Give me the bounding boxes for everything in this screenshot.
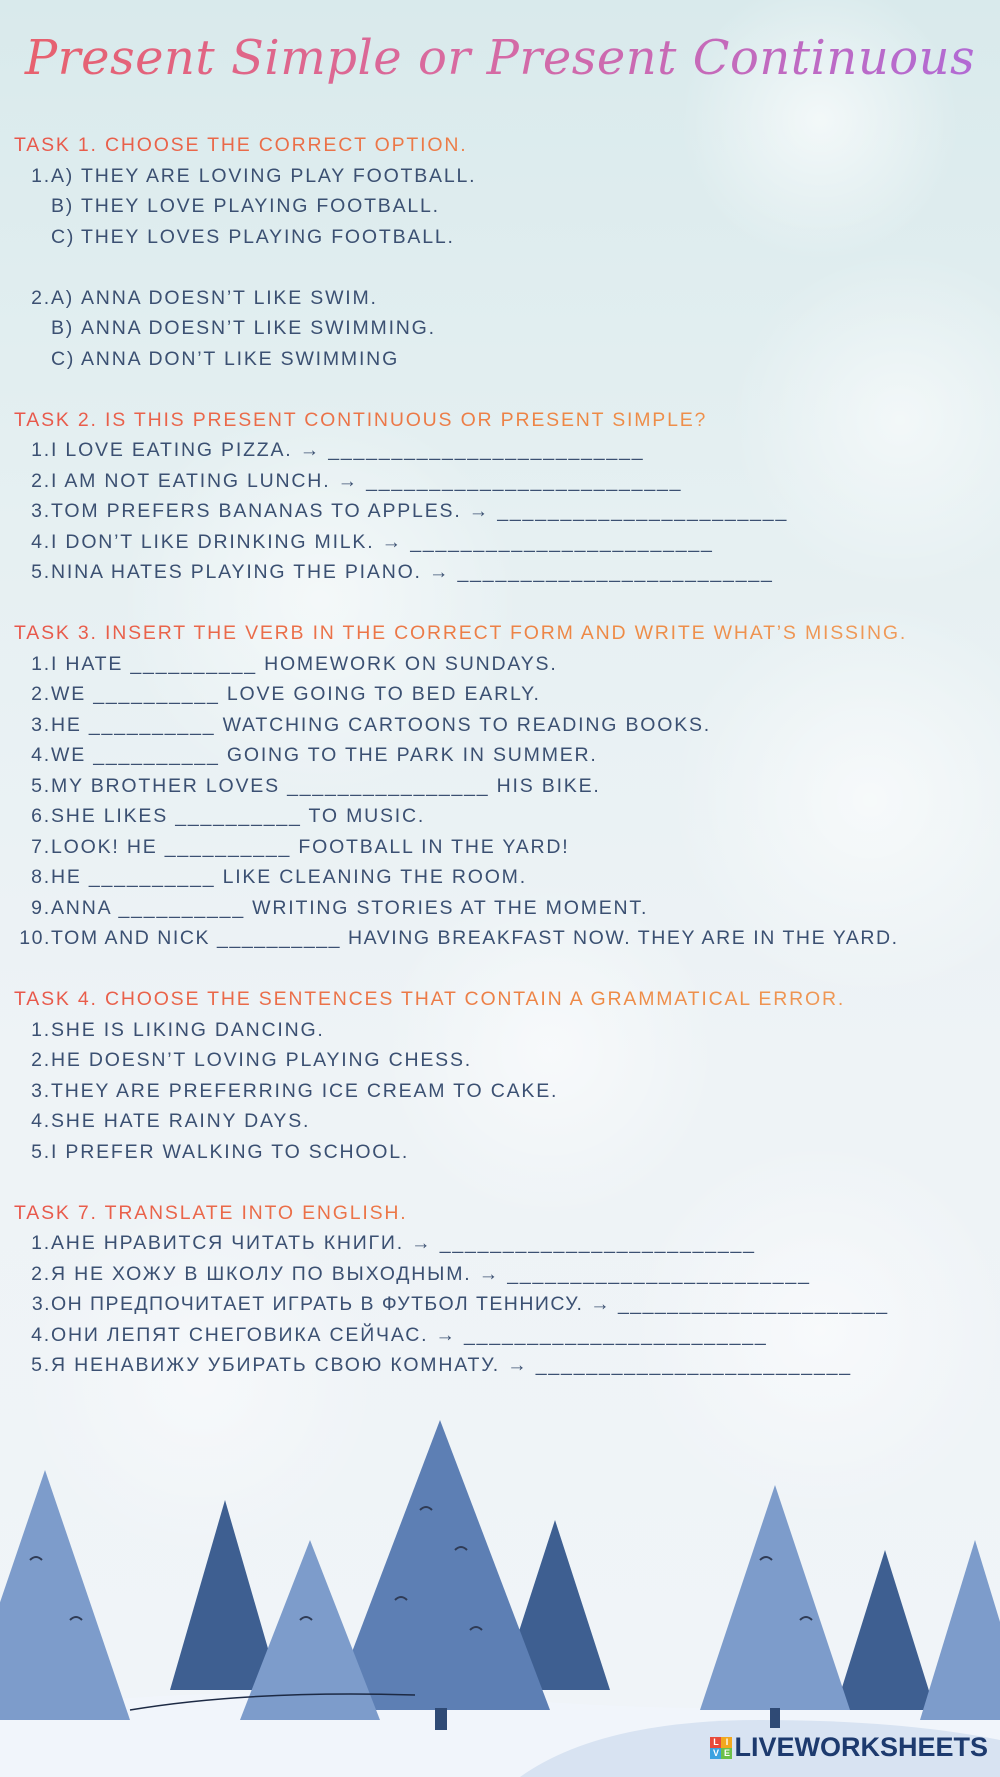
logo-icon: L I V E [710,1737,732,1759]
task2-item[interactable] [14,496,994,527]
tree [330,1420,550,1710]
item-text: NINA HATES PLAYING THE PIANO. → _________________________ [51,561,774,583]
option-text: ANNA DOESN’T LIKE SWIM. [81,286,378,309]
option-letter: B) [51,195,75,217]
worksheet-title: Present Simple or Present Continuous [0,30,1000,86]
item-text: I PREFER WALKING TO SCHOOL. [51,1140,410,1163]
item-number: 1. [31,1232,51,1254]
item-text: ОНИ ЛЕПЯТ СНЕГОВИКА СЕЙЧАС. → ________________________ [51,1323,768,1346]
item-number: 2. [31,469,51,492]
item-text: SHE LIKES __________ TO MUSIC. [51,805,426,827]
tree-trunk [770,1708,780,1728]
task7-item[interactable] [14,1320,994,1351]
item-text: I HATE __________ HOMEWORK ON SUNDAYS. [51,652,558,675]
item-number: 1. [31,1018,51,1041]
task1-q2-option-b[interactable] [14,313,994,344]
tree [835,1550,935,1710]
item-text: WE __________ GOING TO THE PARK IN SUMMER. [51,744,598,766]
worksheet-content [14,130,994,1381]
option-text: THEY LOVES PLAYING FOOTBALL. [81,225,455,248]
item-text: MY BROTHER LOVES ________________ HIS BIKE. [51,774,601,797]
item-text: ОН ПРЕДПОЧИТАЕТ ИГРАТЬ В ФУТБОЛ ТЕННИСУ. → ______________________ [51,1293,889,1315]
item-text: TOM AND NICK __________ HAVING BREAKFAST NOW. THEY ARE IN THE YARD. [51,927,899,949]
item-text: THEY ARE PREFERRING ICE CREAM TO CAKE. [51,1079,559,1102]
item-number: 3. [31,500,51,522]
item-number: 4. [31,1323,51,1346]
task1-heading: TASK 1. CHOOSE THE CORRECT OPTION. [14,130,994,161]
item-number: 5. [31,774,51,797]
task3-item[interactable] [14,801,994,832]
item-number: 1. [31,652,51,675]
tree-trunk [435,1708,447,1730]
winter-forest-illustration [0,1390,1000,1777]
item-text: WE __________ LOVE GOING TO BED EARLY. [51,683,541,705]
task4-item[interactable] [14,1137,994,1168]
task7-item[interactable] [14,1259,994,1290]
item-number: 7. [31,835,51,858]
task1-q1-option-b[interactable] [14,191,994,222]
item-text: Я НЕНАВИЖУ УБИРАТЬ СВОЮ КОМНАТУ. → _________________________ [51,1354,852,1376]
option-text: THEY ARE LOVING PLAY FOOTBALL. [81,164,477,187]
item-number: 4. [31,744,51,766]
item-text: I DON’T LIKE DRINKING MILK. → ________________________ [51,530,714,553]
task1-q2-option-a[interactable] [14,283,994,314]
task3-item[interactable] [14,832,994,863]
item-text: TOM PREFERS BANANAS TO APPLES. → _______________________ [51,500,789,522]
task4-item[interactable] [14,1045,994,1076]
item-number: 1. [31,439,51,461]
item-text: LOOK! HE __________ FOOTBALL IN THE YARD! [51,835,570,858]
item-number: 5. [31,1140,51,1163]
item-number: 3. [31,1293,51,1315]
option-letter: C) [51,347,76,370]
item-number: 4. [31,1110,51,1132]
task1-q1-option-a[interactable] [14,161,994,192]
task4-item[interactable] [14,1015,994,1046]
item-text: HE __________ WATCHING CARTOONS TO READING BOOKS. [51,713,712,736]
logo-text: LIVEWORKSHEETS [734,1732,988,1762]
tree [920,1540,1000,1720]
item-number: 3. [31,1079,51,1102]
task3-heading: TASK 3. INSERT THE VERB IN THE CORRECT FORM AND WRITE WHAT’S MISSING. [14,618,994,649]
task4-item[interactable] [14,1106,994,1137]
task7-item[interactable] [14,1228,994,1259]
option-text: ANNA DON’T LIKE SWIMMING [81,347,400,370]
item-number: 5. [31,1354,51,1376]
option-text: ANNA DOESN’T LIKE SWIMMING. [81,317,436,339]
item-number: 9. [31,896,51,919]
task7-item[interactable] [14,1289,994,1320]
task3-item[interactable] [14,710,994,741]
item-number: 4. [31,530,51,553]
item-text: I LOVE EATING PIZZA. → _________________________ [51,439,645,461]
question-number: 1. [31,164,51,187]
task3-item[interactable] [14,740,994,771]
task4-item[interactable] [14,1076,994,1107]
task4-heading: TASK 4. CHOOSE THE SENTENCES THAT CONTAIN A GRAMMATICAL ERROR. [14,984,994,1015]
item-text: HE __________ LIKE CLEANING THE ROOM. [51,866,527,888]
task3-item[interactable] [14,679,994,710]
item-text: АНЕ НРАВИТСЯ ЧИТАТЬ КНИГИ. → _________________________ [51,1232,756,1254]
task2-item[interactable] [14,435,994,466]
option-text: THEY LOVE PLAYING FOOTBALL. [81,195,440,217]
item-number: 3. [31,713,51,736]
task7-item[interactable] [14,1350,994,1381]
question-number: 2. [31,286,51,309]
item-text: ANNA __________ WRITING STORIES AT THE MOMENT. [51,896,649,919]
task3-item[interactable] [14,771,994,802]
item-number: 5. [31,561,51,583]
item-text: HE DOESN’T LOVING PLAYING CHESS. [51,1049,472,1071]
liveworksheets-logo [710,1732,988,1763]
task3-item[interactable] [14,923,994,954]
item-number: 2. [31,1262,51,1285]
option-letter: B) [51,317,75,339]
item-text: Я НЕ ХОЖУ В ШКОЛУ ПО ВЫХОДНЫМ. → ________________________ [51,1262,811,1285]
item-number: 6. [31,805,51,827]
task3-item[interactable] [14,862,994,893]
item-text: I AM NOT EATING LUNCH. → _________________________ [51,469,683,492]
task3-item[interactable] [14,893,994,924]
task2-heading: TASK 2. IS THIS PRESENT CONTINUOUS OR PRESENT SIMPLE? [14,405,994,436]
task3-item[interactable] [14,649,994,680]
task7-heading: TASK 7. TRANSLATE INTO ENGLISH. [14,1198,994,1229]
option-letter: A) [51,286,75,309]
task1-q2-option-c[interactable] [14,344,994,375]
option-letter: C) [51,225,76,248]
task2-item[interactable] [14,527,994,558]
task1-q1-option-c[interactable] [14,222,994,253]
task2-item[interactable] [14,557,994,588]
tree [700,1485,850,1710]
item-text: SHE IS LIKING DANCING. [51,1018,325,1041]
item-number: 8. [31,866,51,888]
item-number: 2. [31,1049,51,1071]
tree [0,1470,130,1720]
item-number: 2. [31,683,51,705]
item-number: 10. [19,927,51,949]
task2-item[interactable] [14,466,994,497]
item-text: SHE HATE RAINY DAYS. [51,1110,311,1132]
option-letter: A) [51,164,75,187]
